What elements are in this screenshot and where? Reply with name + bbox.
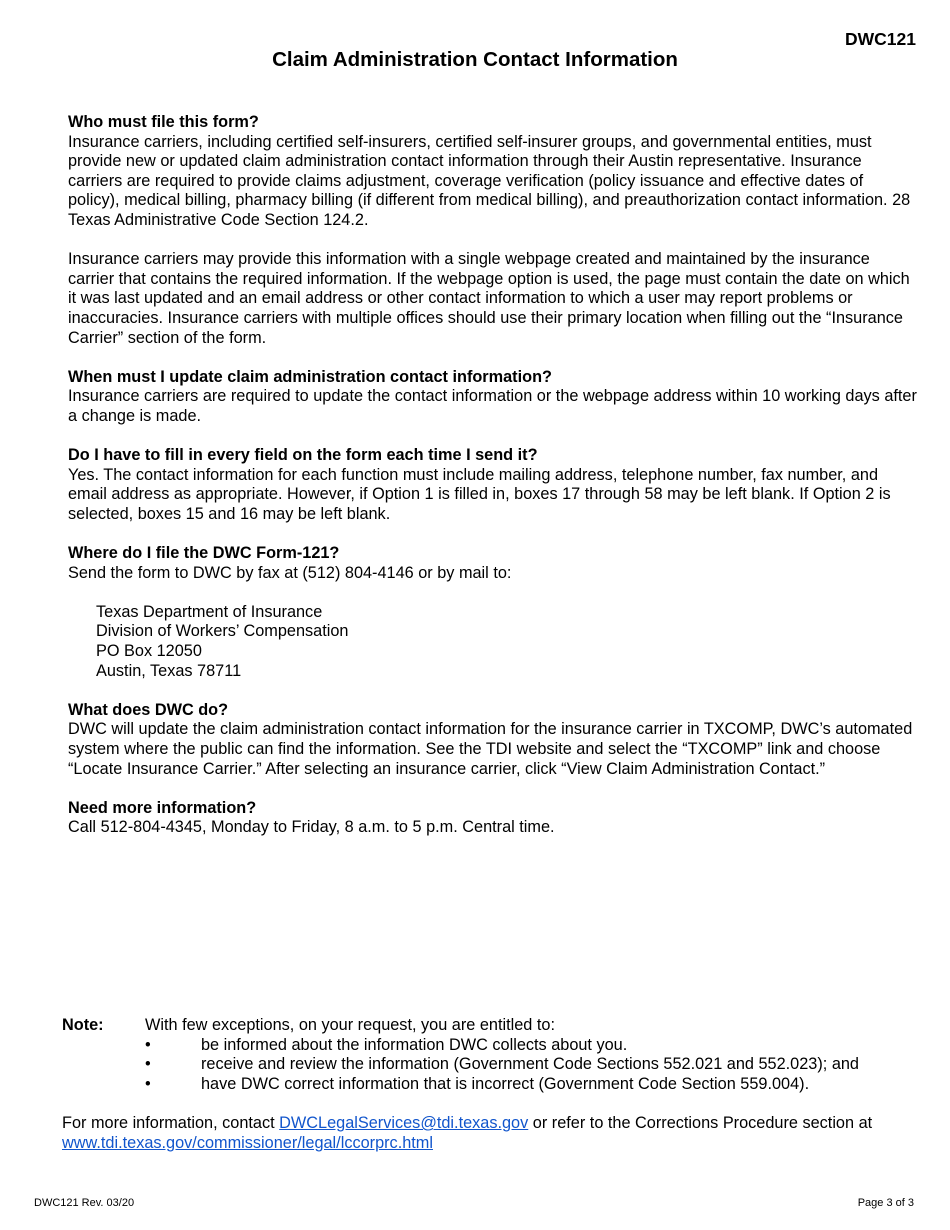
list-item xyxy=(62,1075,922,1095)
instructions-body xyxy=(68,113,918,858)
note-label: Note: xyxy=(62,1016,104,1034)
address-line: Austin, Texas 78711 xyxy=(96,661,242,680)
list-item xyxy=(62,1055,922,1075)
page-number: Page 3 of 3 xyxy=(857,1197,914,1209)
section-heading-where: Where do I file the DWC Form-121? xyxy=(68,544,340,563)
privacy-note xyxy=(62,1016,922,1094)
section-heading-when: When must I update claim administration contact information? xyxy=(68,367,552,386)
note-bullets xyxy=(62,1036,922,1095)
address-line: Texas Department of Insurance xyxy=(96,602,323,621)
section-heading-fields: Do I have to fill in every field on the form each time I send it? xyxy=(68,446,538,465)
bullet-text: have DWC correct information that is incorrect (Government Code Section 559.004). xyxy=(201,1074,810,1093)
bullet-icon: • xyxy=(145,1074,151,1093)
more-info-paragraph xyxy=(62,1114,924,1153)
section-heading-more: Need more information? xyxy=(68,798,257,817)
paragraph-what: DWC will update the claim administration contact information for the insurance carrier in TXCOMP, DWC’s automated system where the public can find the information. See the TDI website and select the “TXCOMP” link and choose “Locate Insurance Carrier.” After selecting an insurance carrier, click “View Claim Administration Contact.” xyxy=(68,720,913,778)
paragraph-who-1: Insurance carriers, including certified self-insurers, certified self-insurer groups, and governmental entities, must provide new or updated claim administration contact information through their Austin representative. Insurance carriers are required to provide claims adjustment, coverage verification (policy issuance and effective dates of policy), medical billing, pharmacy billing (if different from medical billing), and preauthorization contact information. 28 Texas Administrative Code Section 124.2. xyxy=(68,132,911,229)
paragraph-who-2: Insurance carriers may provide this information with a single webpage created and maintained by the insurance carrier that contains the required information. If the webpage option is used, the page must contain the date on which it was last updated and an email address or other contact information to which a user may report problems or inaccuracies. Insurance carriers with multiple offices should use their primary location when filling out the “Insurance Carrier” section of the form. xyxy=(68,250,910,347)
address-line: PO Box 12050 xyxy=(96,642,202,661)
more-info-prefix: For more information, contact xyxy=(62,1114,280,1132)
note-intro: With few exceptions, on your request, you are entitled to: xyxy=(145,1016,555,1034)
address-line: Division of Workers’ Compensation xyxy=(96,622,349,641)
section-heading-what: What does DWC do? xyxy=(68,700,229,719)
paragraph-where: Send the form to DWC by fax at (512) 804-4146 or by mail to: xyxy=(68,563,512,582)
page-title: Claim Administration Contact Information xyxy=(272,48,678,71)
paragraph-more: Call 512-804-4345, Monday to Friday, 8 a.m. to 5 p.m. Central time. xyxy=(68,818,555,837)
bullet-text: be informed about the information DWC collects about you. xyxy=(201,1035,628,1054)
form-revision: DWC121 Rev. 03/20 xyxy=(34,1197,135,1209)
section-heading-who: Who must file this form? xyxy=(68,113,259,131)
bullet-text: receive and review the information (Government Code Sections 552.021 and 552.023); and xyxy=(201,1055,859,1074)
mailing-address xyxy=(96,603,918,681)
bullet-icon: • xyxy=(145,1035,151,1054)
form-code: DWC121 xyxy=(845,29,916,49)
legal-services-email-link[interactable]: DWCLegalServices@tdi.texas.gov xyxy=(279,1114,529,1132)
list-item xyxy=(62,1036,922,1056)
paragraph-when: Insurance carriers are required to update the contact information or the webpage address within 10 working days after a change is made. xyxy=(68,387,917,425)
paragraph-fields: Yes. The contact information for each function must include mailing address, telephone number, fax number, and email address as appropriate. However, if Option 1 is filled in, boxes 17 through 58 may be left blank. If Option 2 is selected, boxes 15 and 16 may be left blank. xyxy=(68,465,891,523)
bullet-icon: • xyxy=(145,1055,151,1074)
corrections-procedure-link[interactable]: www.tdi.texas.gov/commissioner/legal/lccorprc.html xyxy=(62,1133,433,1152)
more-info-middle: or refer to the Corrections Procedure section at xyxy=(528,1114,873,1132)
